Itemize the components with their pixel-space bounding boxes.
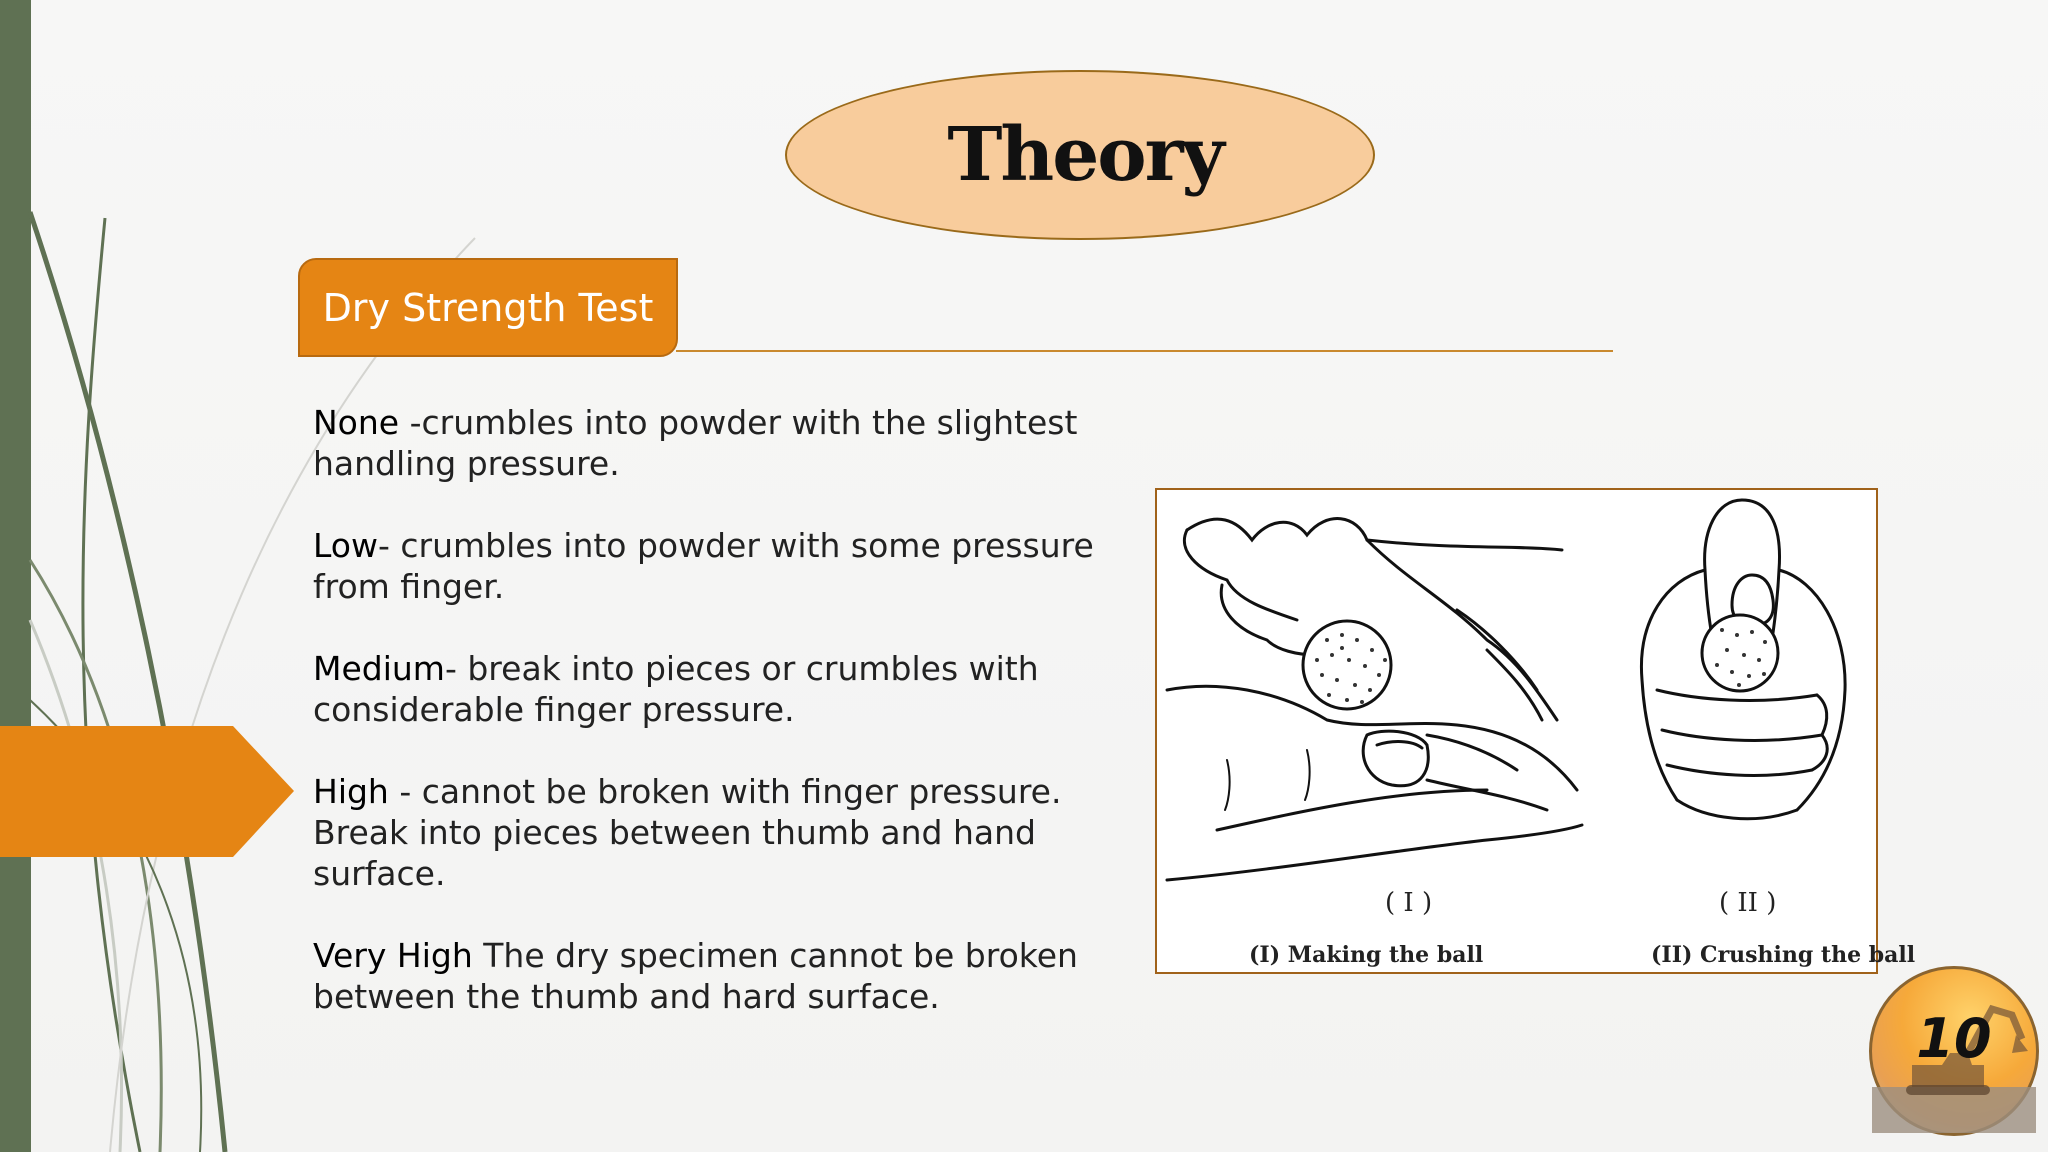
section-label: Dry Strength Test xyxy=(322,285,654,330)
figure-label-1: ( I ) xyxy=(1385,888,1433,918)
item-description: - break into pieces or crumbles with considerable finger pressure. xyxy=(313,649,1039,729)
slide-title: Theory xyxy=(947,112,1223,198)
list-item xyxy=(313,648,1153,730)
page-number: 10 xyxy=(1916,1007,1992,1070)
item-term: Low xyxy=(313,526,378,565)
list-item xyxy=(313,935,1153,1017)
item-description: The dry specimen cannot be broken between the thumb and hard surface. xyxy=(313,936,1078,1016)
figure-caption-2: (II) Crushing the ball xyxy=(1651,942,1916,968)
section-underline xyxy=(676,350,1613,352)
hand-illustration-figure xyxy=(1155,488,1916,974)
figure-caption-1: (I) Making the ball xyxy=(1249,942,1484,968)
item-term: Very High xyxy=(313,936,473,975)
item-term: High xyxy=(313,772,389,811)
item-description: - crumbles into powder with some pressure from finger. xyxy=(313,526,1094,606)
section-label-tab xyxy=(298,258,678,357)
page-number-badge xyxy=(1869,966,2039,1136)
list-item xyxy=(313,771,1153,894)
list-item xyxy=(313,402,1153,484)
strength-list xyxy=(313,402,1153,1058)
item-description: -crumbles into powder with the slightest handling pressure. xyxy=(313,403,1078,483)
item-description: - cannot be broken with finger pressure. Break into pieces between thumb and hand surface. xyxy=(313,772,1062,893)
list-item xyxy=(313,525,1153,607)
title-oval xyxy=(785,70,1375,240)
item-term: Medium xyxy=(313,649,445,688)
item-term: None xyxy=(313,403,400,442)
orange-arrow-tab xyxy=(0,726,294,857)
figure-label-2: ( II ) xyxy=(1719,888,1777,918)
